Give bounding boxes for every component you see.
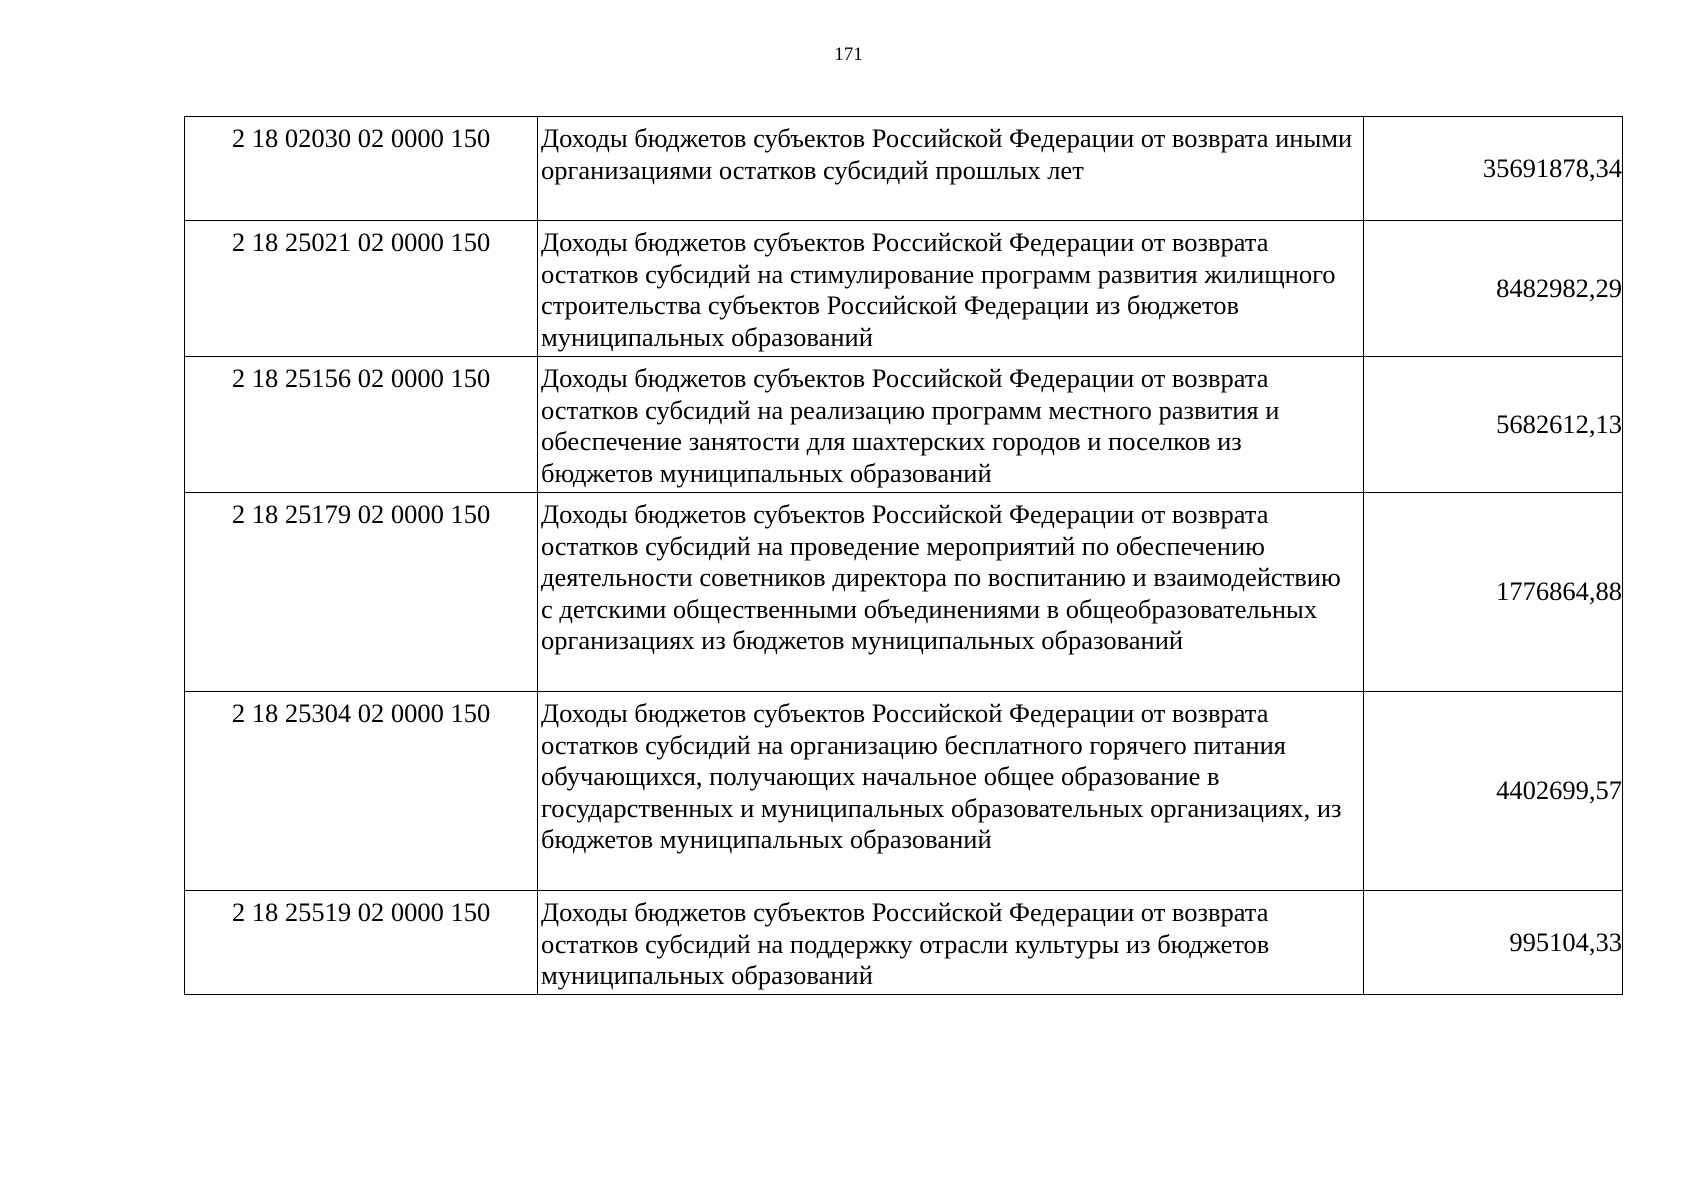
revenue-code: 2 18 25519 02 0000 150 (185, 891, 538, 995)
budget-revenue-table (184, 116, 1623, 995)
table-row (185, 493, 1623, 692)
table-row (185, 117, 1623, 221)
revenue-amount: 35691878,34 (1364, 117, 1623, 221)
table-row (185, 221, 1623, 357)
revenue-description: Доходы бюджетов субъектов Российской Федерации от возврата остатков субсидий на реализацию программ местного развития и обеспечение занятости для шахтерских городов и поселков из бюджетов муниципальных образований (538, 357, 1364, 493)
revenue-code: 2 18 25021 02 0000 150 (185, 221, 538, 357)
revenue-description: Доходы бюджетов субъектов Российской Федерации от возврата остатков субсидий на поддержку отрасли культуры из бюджетов муниципальных образований (538, 891, 1364, 995)
revenue-amount: 4402699,57 (1364, 692, 1623, 891)
revenue-code: 2 18 25179 02 0000 150 (185, 493, 538, 692)
revenue-description: Доходы бюджетов субъектов Российской Федерации от возврата остатков субсидий на организацию бесплатного горячего питания обучающихся, получающих начальное общее образование в государственных и муниципальных образовательных организациях, из бюджетов муниципальных образований (538, 692, 1364, 891)
revenue-amount: 1776864,88 (1364, 493, 1623, 692)
revenue-amount: 5682612,13 (1364, 357, 1623, 493)
revenue-description: Доходы бюджетов субъектов Российской Федерации от возврата остатков субсидий на проведение мероприятий по обеспечению деятельности советников директора по воспитанию и взаимодействию с детскими общественными объединениями в общеобразовательных организациях из бюджетов муниципальных образований (538, 493, 1364, 692)
revenue-description: Доходы бюджетов субъектов Российской Федерации от возврата иными организациями остатков субсидий прошлых лет (538, 117, 1364, 221)
revenue-code: 2 18 02030 02 0000 150 (185, 117, 538, 221)
revenue-amount: 8482982,29 (1364, 221, 1623, 357)
revenue-amount: 995104,33 (1364, 891, 1623, 995)
page-number: 171 (834, 44, 863, 65)
revenue-code: 2 18 25304 02 0000 150 (185, 692, 538, 891)
table-row (185, 891, 1623, 995)
table-row (185, 357, 1623, 493)
table-row (185, 692, 1623, 891)
revenue-description: Доходы бюджетов субъектов Российской Федерации от возврата остатков субсидий на стимулирование программ развития жилищного строительства субъектов Российской Федерации из бюджетов муниципальных образований (538, 221, 1364, 357)
revenue-code: 2 18 25156 02 0000 150 (185, 357, 538, 493)
